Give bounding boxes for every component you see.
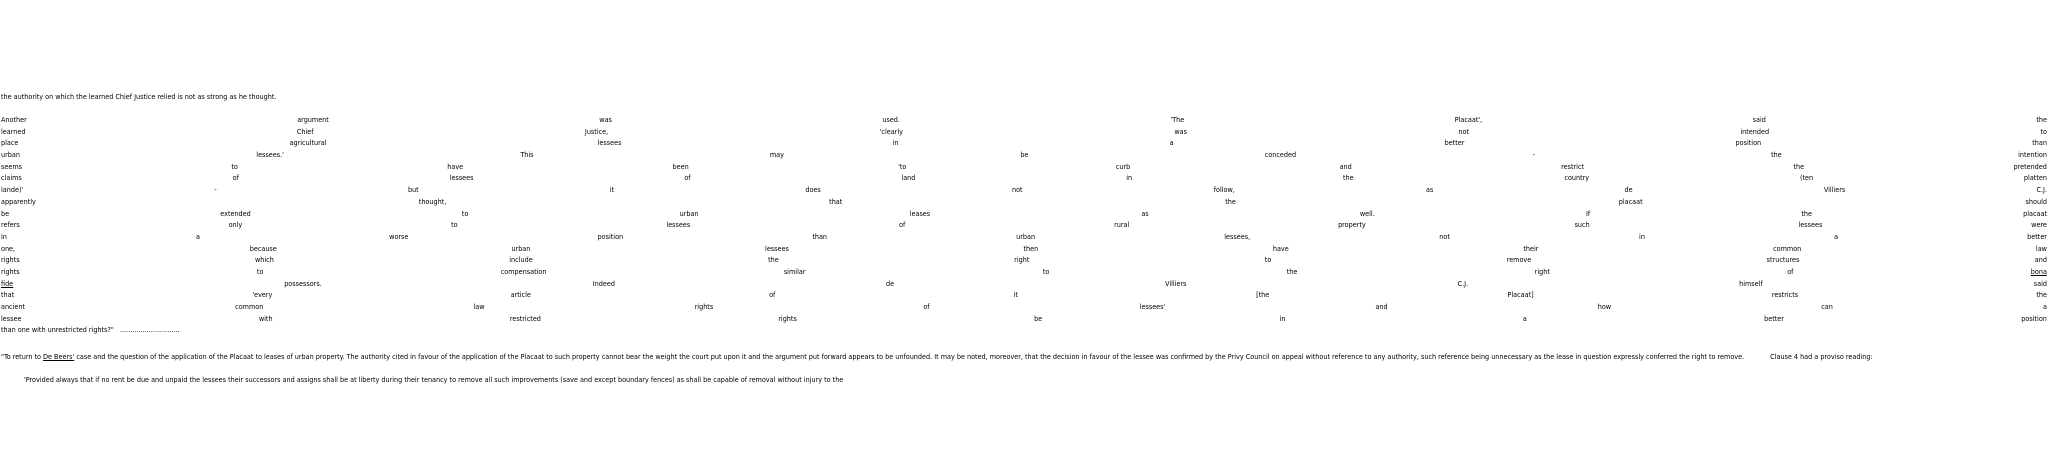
paragraph-line bbox=[1, 313, 2047, 325]
word: common bbox=[235, 302, 264, 311]
word: Justice, bbox=[584, 126, 609, 136]
word: country bbox=[1564, 173, 1590, 183]
word: such bbox=[1574, 220, 1590, 230]
word: than bbox=[2032, 138, 2047, 148]
word: law bbox=[2035, 243, 2047, 253]
word: lessees bbox=[449, 173, 474, 183]
word: were bbox=[2031, 220, 2047, 230]
paragraph-line bbox=[1, 172, 2047, 184]
second-paragraph bbox=[1, 351, 1873, 363]
word: was bbox=[1174, 126, 1187, 136]
para2-main: case and the question of the application of the Placaat to leases of urban property. The authority cited in favour of the application of the Placaat to such property cannot bear the weight the court put upon it and the argument put forward appears to be unfounded. It may be noted, moreover, that the decision in favour of the lessee was confirmed by the Privy Council on appeal without reference to any authority, such reference being unnecessary as the lease in question expressly conferred the right to remove. bbox=[74, 352, 1745, 361]
word: not bbox=[1458, 126, 1469, 136]
word: agricultural bbox=[289, 138, 327, 148]
word: of bbox=[684, 173, 691, 183]
word: the bbox=[1286, 266, 1298, 276]
word: rights bbox=[778, 313, 797, 323]
word: [the bbox=[1256, 290, 1270, 300]
word: as bbox=[1141, 208, 1149, 218]
word: does bbox=[805, 185, 821, 195]
word: 'to bbox=[898, 161, 907, 171]
word: intended bbox=[1740, 126, 1770, 136]
justified-paragraph bbox=[1, 114, 2047, 336]
word: the bbox=[1801, 208, 1812, 218]
case-name: De Beers' bbox=[43, 352, 75, 361]
word: in bbox=[1126, 173, 1133, 183]
paragraph-last-line bbox=[1, 324, 2047, 336]
paragraph-line bbox=[1, 219, 2047, 231]
paragraph-line bbox=[1, 184, 2047, 196]
word: urban bbox=[1016, 231, 1036, 241]
word: should bbox=[2025, 196, 2047, 206]
word: of bbox=[769, 290, 776, 300]
word: leases bbox=[909, 208, 931, 218]
word: claims bbox=[1, 173, 22, 183]
paragraph-line bbox=[1, 278, 2047, 290]
word: structures bbox=[1766, 255, 1800, 265]
word: lessees bbox=[765, 243, 789, 253]
word: of bbox=[923, 302, 930, 311]
word: lessees.' bbox=[256, 150, 284, 160]
word: but bbox=[407, 185, 419, 195]
word: then bbox=[1023, 243, 1039, 253]
word: placaat bbox=[1618, 196, 1643, 206]
word: which bbox=[254, 255, 274, 265]
word: and bbox=[1339, 161, 1352, 171]
word: it bbox=[609, 185, 615, 195]
word: the bbox=[1771, 150, 1782, 160]
word: compensation bbox=[500, 266, 547, 276]
word: in bbox=[1639, 231, 1645, 241]
word: 'The bbox=[1170, 115, 1185, 124]
word: This bbox=[520, 150, 534, 160]
proviso-quote: 'Provided always that if no rent be due and unpaid the lessees their successors and assigns shall be at liberty during their tenancy to remove all such improvements (save and except boundary fences) as shall be capable of removal without injury to the bbox=[24, 375, 844, 384]
word: - bbox=[1532, 150, 1535, 160]
word: property bbox=[1338, 220, 1366, 230]
word: to bbox=[451, 220, 458, 230]
word: curb bbox=[1115, 161, 1131, 171]
word: right bbox=[1014, 255, 1030, 265]
word: be bbox=[1034, 313, 1043, 323]
word: and bbox=[2034, 255, 2047, 265]
word: restricted bbox=[509, 313, 541, 323]
para2-tail: Clause 4 had a proviso reading: bbox=[1770, 352, 1873, 361]
word: Indeed bbox=[592, 278, 615, 288]
word: that bbox=[1, 290, 15, 300]
word: 'clearly bbox=[879, 126, 903, 136]
word: thought, bbox=[418, 196, 447, 206]
word: right bbox=[1534, 266, 1550, 276]
word: of bbox=[1787, 266, 1794, 276]
word: argument bbox=[297, 115, 329, 124]
word: not bbox=[1439, 231, 1450, 241]
word: Placaat] bbox=[1507, 290, 1534, 300]
paragraph-line bbox=[1, 196, 2047, 208]
word: a bbox=[1834, 231, 1839, 241]
word: of bbox=[232, 173, 239, 183]
paragraph-line bbox=[1, 266, 2047, 278]
word: lessees, bbox=[1224, 231, 1251, 241]
word: said bbox=[1752, 115, 1766, 124]
word: be bbox=[1, 208, 10, 218]
word: extended bbox=[220, 208, 251, 218]
word: If bbox=[1585, 208, 1591, 218]
word: lessees bbox=[666, 220, 691, 230]
word: rural bbox=[1114, 220, 1130, 230]
word: 'every bbox=[252, 290, 273, 300]
word: (ten bbox=[1799, 173, 1814, 183]
word: Placaat', bbox=[1454, 115, 1483, 124]
word: their bbox=[1523, 243, 1539, 253]
word: include bbox=[509, 255, 533, 265]
word: de bbox=[885, 278, 895, 288]
word: a bbox=[2042, 302, 2047, 311]
word: to bbox=[2040, 126, 2047, 136]
word: learned bbox=[1, 126, 26, 136]
word: Villiers bbox=[1823, 185, 1846, 195]
word: place bbox=[1, 138, 19, 148]
word: a bbox=[196, 231, 201, 241]
word: have bbox=[1272, 243, 1289, 253]
word: in bbox=[1, 231, 7, 241]
word: - bbox=[214, 185, 217, 195]
word: urban bbox=[679, 208, 699, 218]
word: lessee bbox=[1, 313, 22, 323]
word: restrict bbox=[1561, 161, 1585, 171]
word: Another bbox=[1, 115, 27, 124]
word: in bbox=[892, 138, 899, 148]
word: ancient bbox=[1, 302, 26, 311]
word: lande)' bbox=[1, 185, 24, 195]
word: of bbox=[899, 220, 906, 230]
word: fide bbox=[1, 278, 14, 288]
word: restricts bbox=[1771, 290, 1799, 300]
word: de bbox=[1624, 185, 1633, 195]
word: urban bbox=[1, 150, 20, 160]
word: law bbox=[473, 302, 485, 311]
word: and bbox=[1375, 302, 1388, 311]
word: with bbox=[258, 313, 273, 323]
word: Villiers bbox=[1165, 278, 1187, 288]
word: said bbox=[2033, 278, 2047, 288]
intro-line: the authority on which the learned Chief Justice relied is not as strong as he thought. bbox=[1, 92, 277, 101]
word: C.J. bbox=[1457, 278, 1469, 288]
paragraph-line bbox=[1, 289, 2047, 301]
word: position bbox=[1735, 138, 1762, 148]
word: because bbox=[249, 243, 277, 253]
word: lessees' bbox=[1139, 302, 1166, 311]
paragraph-line bbox=[1, 208, 2047, 220]
word: pretended bbox=[2013, 161, 2047, 171]
word: similar bbox=[783, 266, 806, 276]
word: land bbox=[901, 173, 916, 183]
word: remove bbox=[1506, 255, 1532, 265]
word: that bbox=[829, 196, 843, 206]
word: used. bbox=[882, 115, 900, 124]
para2-prefix: "To return to bbox=[1, 352, 44, 361]
word: than bbox=[812, 231, 828, 241]
word: to bbox=[1264, 255, 1272, 265]
word: Chief bbox=[296, 126, 314, 136]
word: the bbox=[2036, 115, 2047, 124]
word: be bbox=[1020, 150, 1029, 160]
word: lessees bbox=[1798, 220, 1823, 230]
paragraph-line bbox=[1, 126, 2047, 138]
word: urban bbox=[511, 243, 531, 253]
word: common bbox=[1773, 243, 1802, 253]
word: rights bbox=[1, 266, 20, 276]
word: the bbox=[2036, 290, 2047, 300]
word: article bbox=[510, 290, 531, 300]
word: can bbox=[1821, 302, 1833, 311]
word: placaat bbox=[2023, 208, 2047, 218]
word: to bbox=[1042, 266, 1050, 276]
word: apparently bbox=[1, 196, 36, 206]
last-line-text: than one with unrestricted rights?" ............................. bbox=[1, 325, 180, 335]
word: it bbox=[1013, 290, 1018, 300]
word: to bbox=[231, 161, 238, 171]
paragraph-line bbox=[1, 114, 2047, 126]
paragraph-line bbox=[1, 149, 2047, 161]
word: the bbox=[768, 255, 779, 265]
word: lessees bbox=[597, 138, 622, 148]
word: the bbox=[1342, 173, 1354, 183]
word: refers bbox=[1, 220, 20, 230]
paragraph-line bbox=[1, 243, 2047, 255]
paragraph-line bbox=[1, 137, 2047, 149]
word: in bbox=[1279, 313, 1286, 323]
word: better bbox=[1444, 138, 1465, 148]
word: better bbox=[2027, 231, 2047, 241]
word: rights bbox=[694, 302, 714, 311]
word: been bbox=[672, 161, 689, 171]
word: a bbox=[1522, 313, 1527, 323]
word: have bbox=[447, 161, 464, 171]
word: to bbox=[461, 208, 469, 218]
word: the bbox=[1793, 161, 1805, 171]
word: may bbox=[769, 150, 784, 160]
word: better bbox=[1764, 313, 1784, 323]
paragraph-line bbox=[1, 301, 2047, 313]
word: rights bbox=[1, 255, 20, 265]
word: the bbox=[1225, 196, 1236, 206]
word: seems bbox=[1, 161, 22, 171]
word: intention bbox=[2018, 150, 2047, 160]
word: one, bbox=[1, 243, 16, 253]
word: himself bbox=[1739, 278, 1763, 288]
word: well. bbox=[1359, 208, 1375, 218]
word: position bbox=[597, 231, 624, 241]
word: only bbox=[228, 220, 243, 230]
word: C.J. bbox=[2036, 185, 2047, 195]
word: a bbox=[1169, 138, 1174, 148]
paragraph-line bbox=[1, 231, 2047, 243]
word: not bbox=[1011, 185, 1023, 195]
word: follow, bbox=[1213, 185, 1235, 195]
word: conceded bbox=[1264, 150, 1297, 160]
word: position bbox=[2021, 313, 2047, 323]
paragraph-line bbox=[1, 161, 2047, 173]
word: as bbox=[1426, 185, 1434, 195]
word: bona bbox=[2030, 266, 2047, 276]
word: how bbox=[1597, 302, 1612, 311]
word: to bbox=[256, 266, 264, 276]
word: possessors. bbox=[284, 278, 322, 288]
word: platten bbox=[2023, 173, 2047, 183]
word: worse bbox=[389, 231, 409, 241]
word: was bbox=[599, 115, 612, 124]
paragraph-line bbox=[1, 254, 2047, 266]
